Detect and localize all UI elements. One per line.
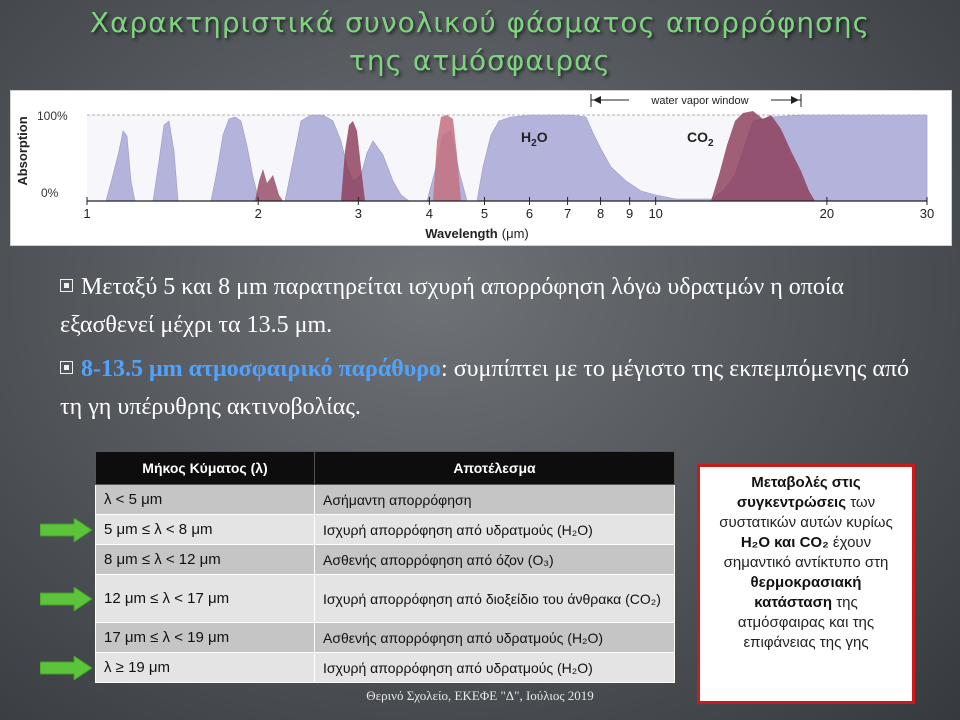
spectrum-y-bottom: 0% (41, 186, 59, 200)
x-axis-label: Wavelength (μm) (425, 226, 529, 241)
row-range: 5 μm ≤ λ < 8 μm (96, 515, 315, 545)
bullet-list (60, 268, 920, 432)
row-effect: Ισχυρή απορρόφηση από υδρατμούς (H₂O) (315, 653, 675, 683)
x-tick-label: 3 (354, 206, 362, 221)
bullet-box-icon (60, 361, 73, 374)
arrow-right-icon (40, 656, 92, 680)
title-line-2: της ατμόσφαιρας (348, 44, 611, 77)
bullet-item (60, 350, 920, 426)
x-tick-label: 7 (563, 206, 572, 221)
table-row (96, 545, 675, 575)
bullet-highlight: 8-13.5 μm ατμοσφαιρικό παράθυρο (81, 356, 442, 382)
row-range: 8 μm ≤ λ < 12 μm (96, 545, 315, 575)
row-effect: Ασθενής απορρόφηση από υδρατμούς (H₂O) (315, 623, 675, 653)
footer-credit: Θερινό Σχολείο, ΕΚΕΦΕ "Δ", Ιούλιος 2019 (366, 688, 594, 703)
water-vapor-window-label: water vapor window (651, 95, 749, 107)
slide-title (0, 4, 960, 80)
table-row (96, 653, 675, 683)
bullet-box-icon (60, 279, 73, 292)
spectrum-y-top: 100% (37, 109, 68, 123)
bullet-text-2: : συμπίπτει με το μέγιστο της εκπεμπόμενης από τη γη υπέρυθρης ακτινοβολίας. (60, 356, 910, 420)
row-range: 12 μm ≤ λ < 17 μm (96, 575, 315, 623)
x-tick-label: 6 (525, 206, 534, 221)
x-tick-label: 10 (648, 206, 663, 221)
note-text-1: των συστατικών αυτών κυρίως (719, 494, 893, 531)
x-tick-label: 1 (83, 206, 91, 221)
table-header-wavelength: Μήκος Κύματος (λ) (96, 452, 315, 485)
row-effect: Ισχυρή απορρόφηση από διοξείδιο του άνθρακα (CO₂) (315, 575, 675, 623)
note-bold-1: Μεταβολές στις συγκεντρώσεις (736, 474, 861, 511)
absorption-spectrum-figure (10, 90, 952, 246)
wavelength-effects-table (95, 451, 675, 683)
note-bold-2: H₂O και CO₂ (740, 534, 829, 551)
x-tick-label: 20 (819, 206, 835, 221)
row-effect: Ασήμαντη απορρόφηση (315, 485, 675, 515)
note-text-3: της ατμόσφαιρας και της επιφάνειας της γης (737, 594, 875, 651)
row-effect: Ισχυρή απορρόφηση από υδρατμούς (H₂O) (315, 515, 675, 545)
table-row (96, 515, 675, 545)
x-tick-label: 5 (480, 206, 489, 221)
table-header-effect: Αποτέλεσμα (315, 452, 675, 485)
x-tick-label: 4 (425, 206, 433, 221)
table-header-row (96, 452, 675, 485)
concentration-note-box (697, 464, 915, 704)
bullet-item (60, 268, 920, 344)
row-effect: Ασθενής απορρόφηση από όζον (O₃) (315, 545, 675, 575)
x-tick-label: 9 (626, 206, 634, 221)
row-range: 17 μm ≤ λ < 19 μm (96, 623, 315, 653)
x-tick-label: 2 (254, 206, 262, 221)
table-row (96, 485, 675, 515)
bullet-text-1: Μεταξύ 5 και 8 μm παρατηρείται ισχυρή απορρόφηση λόγω υδρατμών η οποία εξασθενεί μέχρι τα 13.5 μm. (60, 274, 844, 338)
arrow-right-icon (40, 518, 92, 542)
spectrum-y-label: Absorption (15, 116, 30, 186)
arrow-right-icon (40, 587, 92, 611)
note-bold-3: θερμοκρασιακή κατάσταση (750, 574, 862, 611)
title-line-1: Χαρακτηριστικά συνολικού φάσματος απορρόφησης (89, 6, 871, 39)
row-range: λ ≥ 19 μm (96, 653, 315, 683)
h2o-label: $H_2O$ (521, 129, 548, 149)
table-row (96, 575, 675, 623)
note-text-2: έχουν σημαντικό αντίκτυπο στη (723, 534, 889, 571)
co2-label: $CO_2$ (687, 129, 714, 149)
x-tick-label: 8 (596, 206, 605, 221)
x-tick-label: 30 (919, 206, 935, 221)
table-row (96, 623, 675, 653)
row-range: λ < 5 μm (96, 485, 315, 515)
